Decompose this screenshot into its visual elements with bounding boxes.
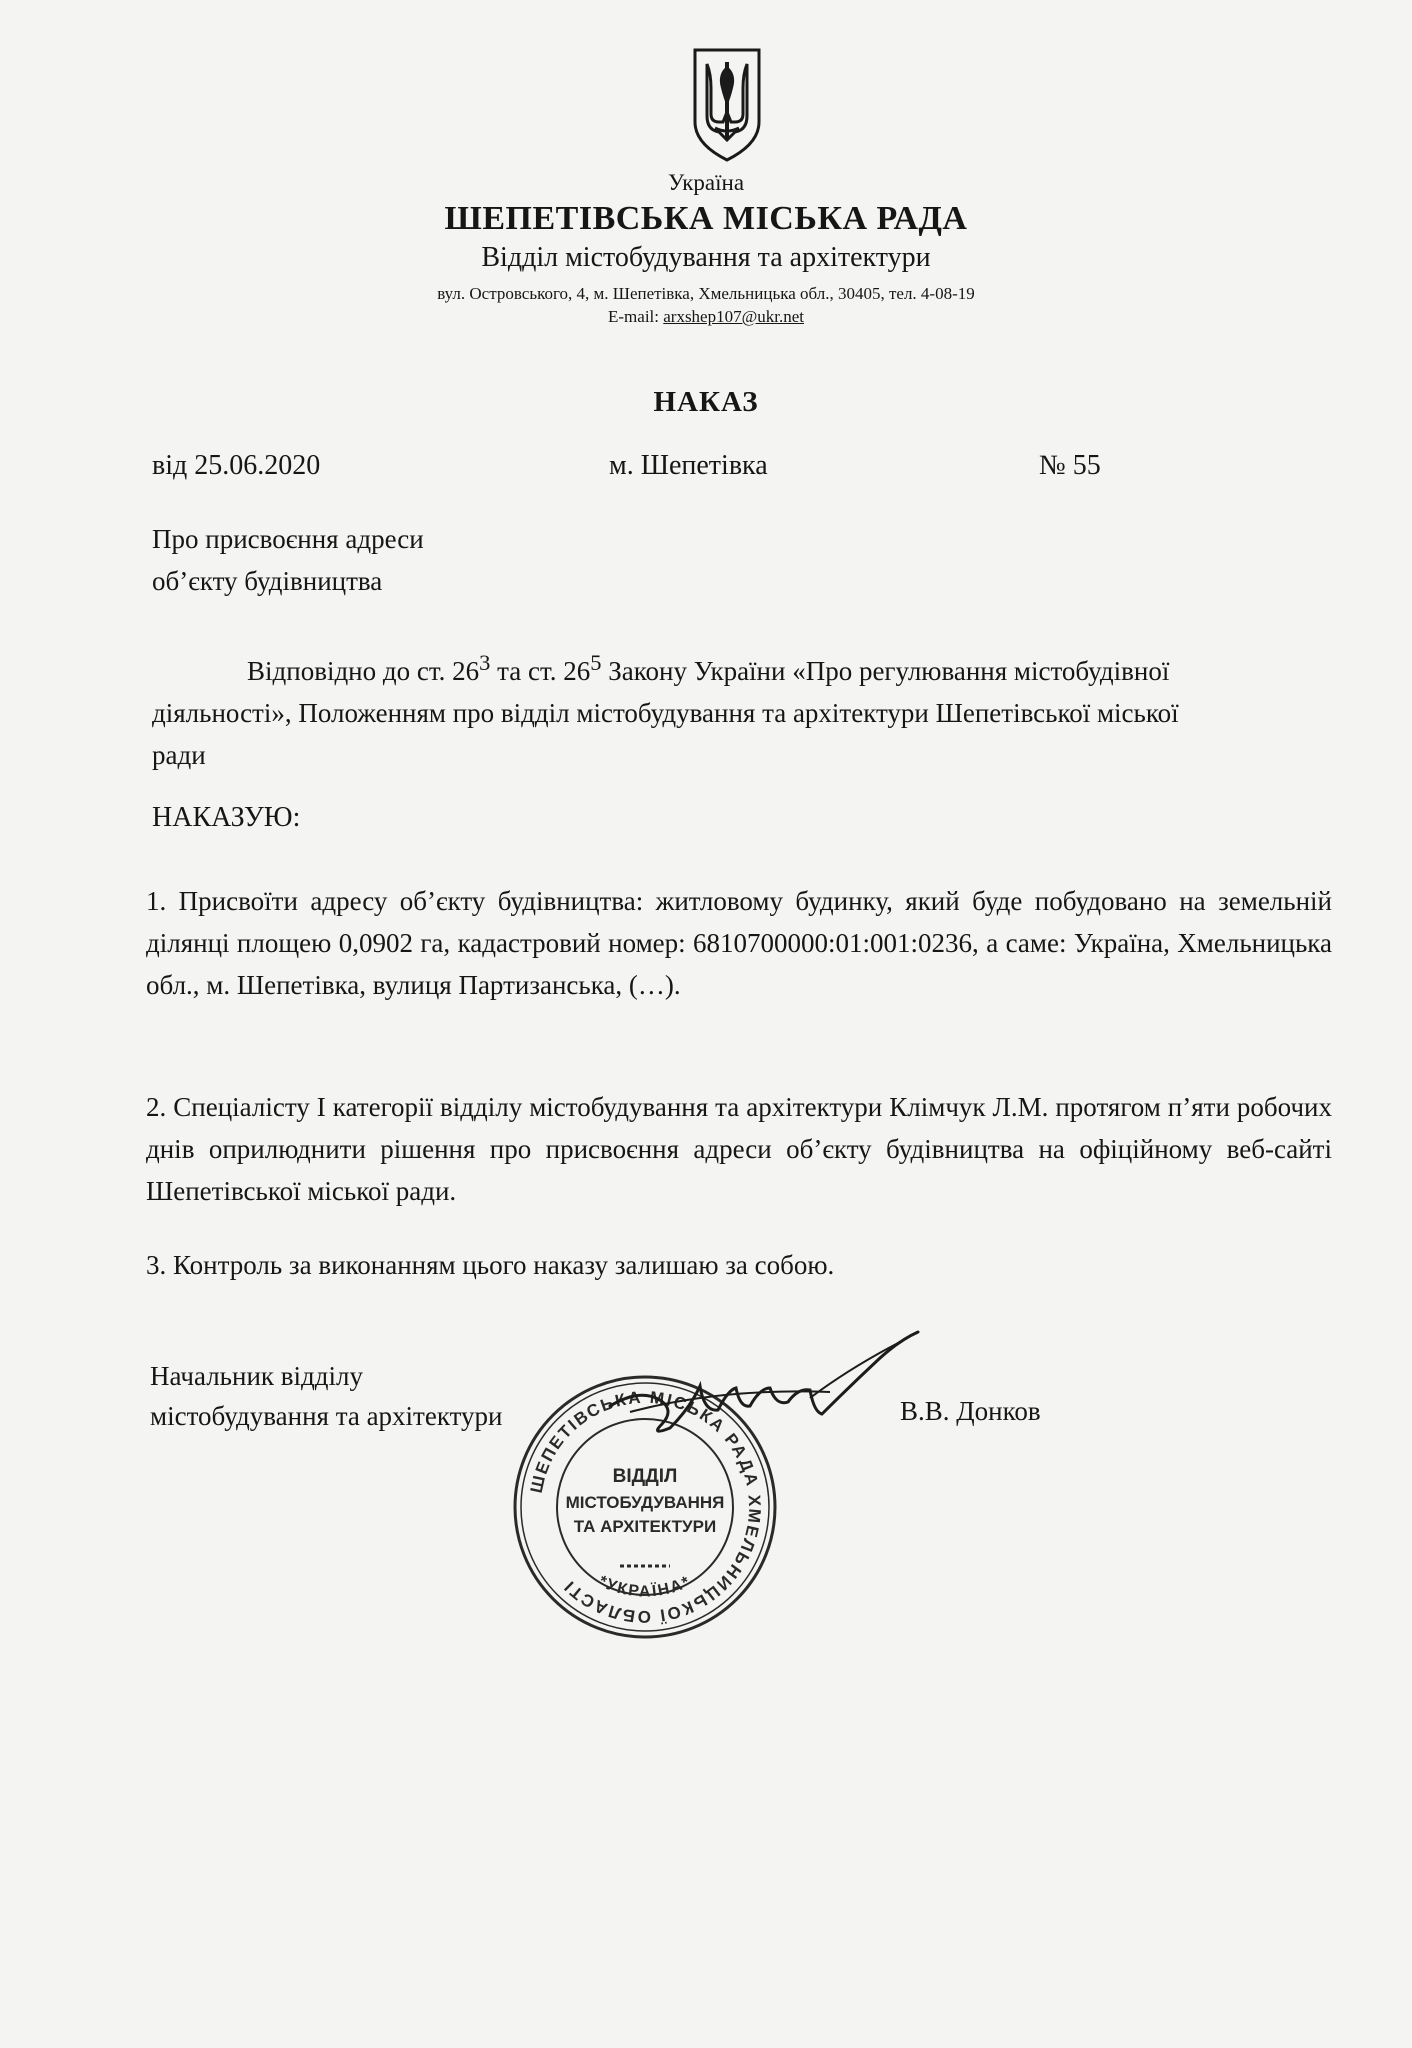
- country-name: Україна: [667, 170, 745, 195]
- email-link[interactable]: arxshep107@ukr.net: [663, 307, 804, 326]
- preamble-text: Відповідно до ст. 26: [247, 656, 480, 686]
- signatory-title-line: містобудування та архітектури: [150, 1401, 503, 1431]
- article-superscript: 3: [479, 650, 491, 675]
- seal-bottom-text: *УКРАЇНА*: [595, 1572, 695, 1601]
- document-title: НАКАЗ: [653, 386, 759, 418]
- seal-center-line: ТА АРХІТЕКТУРИ: [573, 1517, 717, 1536]
- subject-line: об’єкту будівництва: [152, 566, 383, 596]
- department-address: вул. Островського, 4, м. Шепетівка, Хмельницька обл., 30405, тел. 4-08-19: [437, 284, 975, 303]
- council-name: ШЕПЕТІВСЬКА МІСЬКА РАДА: [444, 200, 968, 237]
- department-name: Відділ містобудування та архітектури: [481, 242, 931, 273]
- order-heading: НАКАЗУЮ:: [152, 802, 301, 833]
- trident-emblem-icon: [687, 44, 767, 164]
- signatory-title-line: Начальник відділу: [150, 1361, 363, 1391]
- document-date: від 25.06.2020: [152, 450, 321, 481]
- subject-line: Про присвоєння адреси: [152, 524, 424, 554]
- email-line: [0, 307, 1412, 327]
- document-number: № 55: [1039, 450, 1101, 481]
- document-subject: [152, 518, 424, 602]
- signatory-name: В.В. Донков: [900, 1396, 1041, 1426]
- handwritten-signature-icon: [600, 1328, 930, 1458]
- svg-text:*УКРАЇНА*: [596, 1573, 694, 1601]
- seal-center-line: ВІДДІЛ: [612, 1466, 678, 1487]
- preamble-paragraph: [152, 642, 1232, 776]
- article-superscript: 5: [590, 650, 602, 675]
- signatory-title: [150, 1356, 503, 1436]
- preamble-text: Закону України «Про регулювання містобудівної діяльності», Положенням про відділ містобудування та архітектури Шепетівської міської ради: [152, 656, 1179, 770]
- order-item: 1. Присвоїти адресу об’єкту будівництва: житловому будинку, який буде побудовано на земельній ділянці площею 0,0902 га, кадастровий номер: 6810700000:01:001:0236, а саме: Україна, Хмельницька обл., м. Шепетівка, вулиця Партизанська, (…).: [146, 886, 1332, 1000]
- order-item: 2. Спеціалісту І категорії відділу містобудування та архітектури Клімчук Л.М. протягом п’яти робочих днів оприлюднити рішення про присвоєння адреси об’єкту будівництва на офіційному веб-сайті Шепетівської міської ради.: [146, 1092, 1332, 1206]
- order-item: 3. Контроль за виконанням цього наказу залишаю за собою.: [146, 1250, 835, 1280]
- seal-ring-text: ШЕПЕТІВСЬКА МІСЬКА РАДА ХМЕЛЬНИЦЬКОЇ ОБЛАСТІ: [526, 1387, 765, 1627]
- preamble-text: та ст. 26: [490, 656, 591, 686]
- seal-center-line: МІСТОБУДУВАННЯ: [565, 1493, 725, 1512]
- document-city: м. Шепетівка: [609, 450, 768, 481]
- email-label: E-mail:: [608, 307, 664, 326]
